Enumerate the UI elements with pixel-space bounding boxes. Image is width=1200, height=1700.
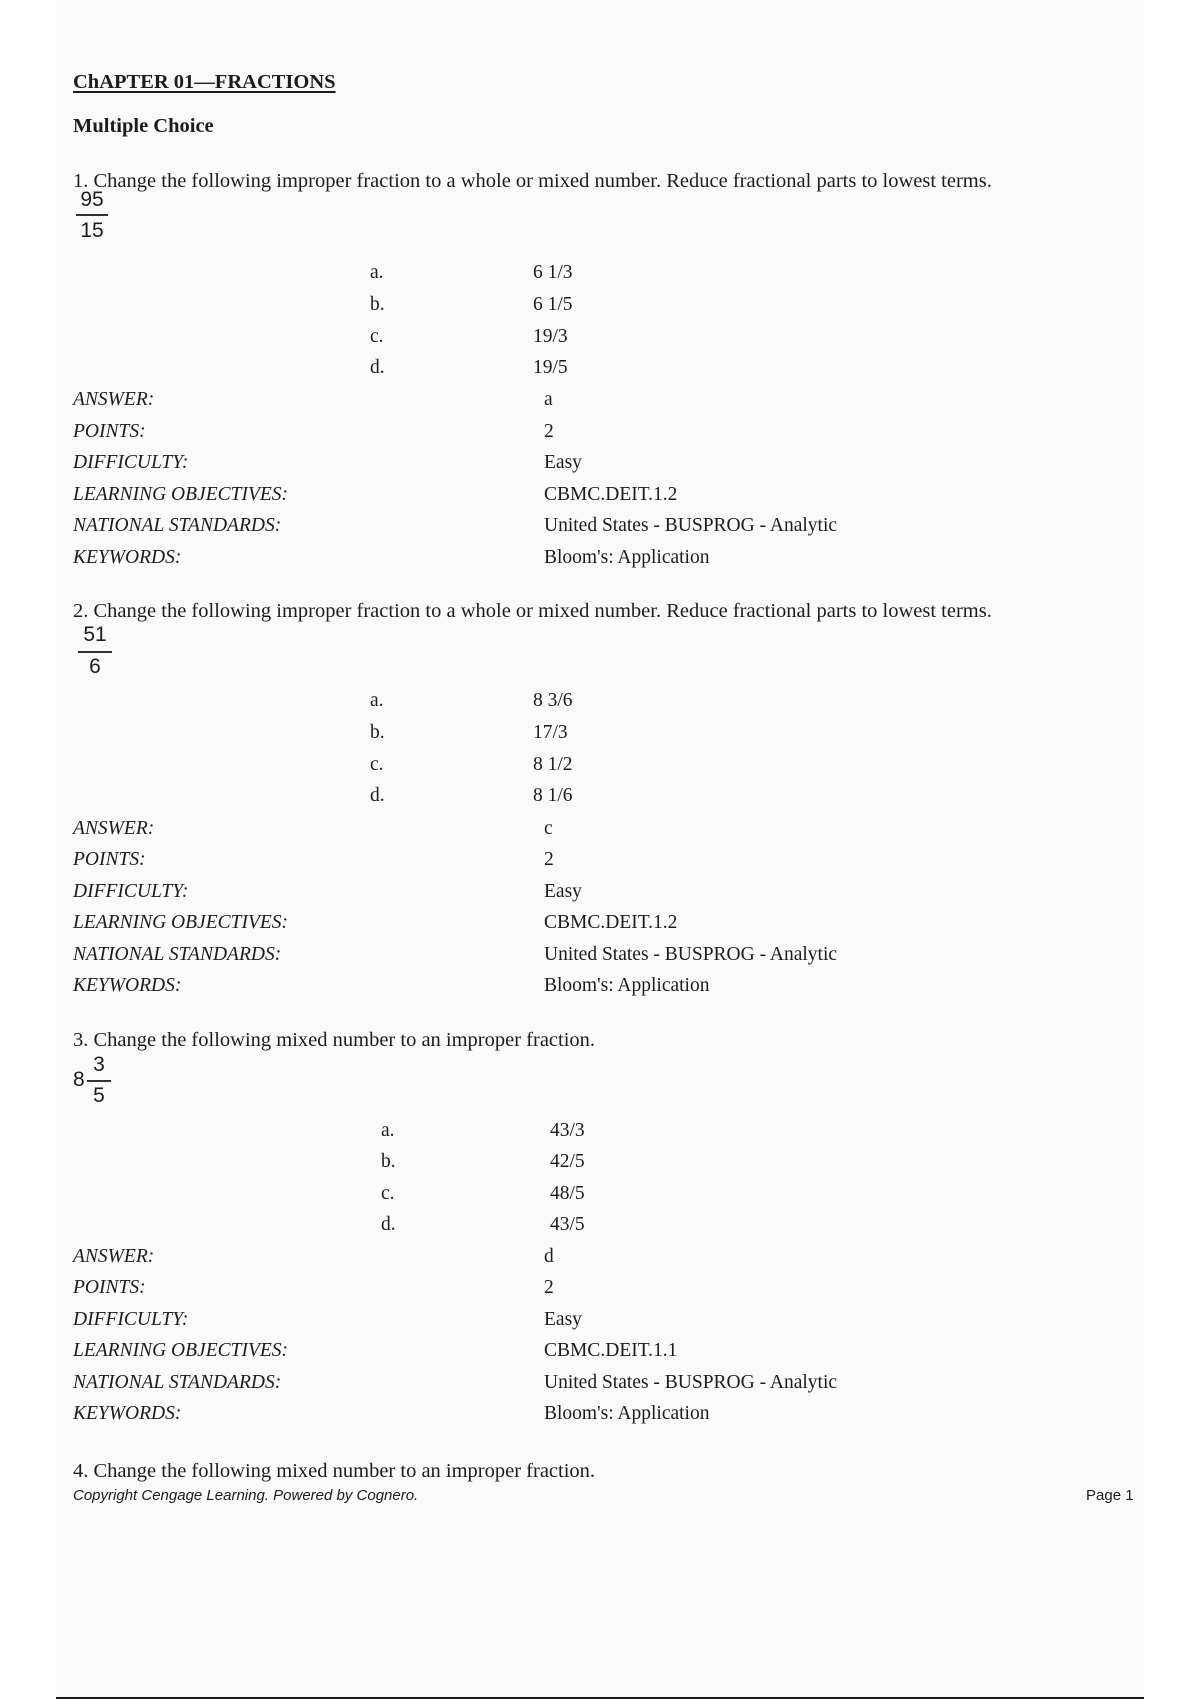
document-page bbox=[56, 0, 1144, 1697]
option-letter: a. bbox=[370, 262, 384, 283]
mixed-number-whole: 8 bbox=[73, 1068, 85, 1091]
answer-label: ANSWER: bbox=[73, 818, 155, 839]
learning-objectives-value: CBMC.DEIT.1.2 bbox=[544, 484, 678, 505]
option-value: 19/3 bbox=[533, 326, 568, 347]
option-value: 8 1/2 bbox=[533, 754, 573, 775]
option-value: 42/5 bbox=[550, 1151, 585, 1172]
option-letter: d. bbox=[370, 357, 385, 378]
difficulty-value: Easy bbox=[544, 452, 582, 473]
fraction-denominator: 15 bbox=[80, 219, 104, 242]
option-letter: b. bbox=[370, 722, 385, 743]
answer-label: ANSWER: bbox=[73, 1246, 155, 1267]
option-value: 43/5 bbox=[550, 1214, 585, 1235]
option-letter: b. bbox=[370, 294, 385, 315]
option-value: 48/5 bbox=[550, 1183, 585, 1204]
keywords-value: Bloom's: Application bbox=[544, 547, 710, 568]
national-standards-value: United States - BUSPROG - Analytic bbox=[544, 515, 838, 536]
page-bottom-rule bbox=[56, 1697, 1144, 1699]
option-letter: a. bbox=[381, 1120, 395, 1141]
keywords-value: Bloom's: Application bbox=[544, 975, 710, 996]
points-label: POINTS: bbox=[73, 1277, 146, 1298]
fraction-denominator: 5 bbox=[93, 1084, 105, 1107]
option-letter: a. bbox=[370, 690, 384, 711]
page-number: Page 1 bbox=[1086, 1487, 1134, 1504]
national-standards-label: NATIONAL STANDARDS: bbox=[73, 944, 282, 965]
answer-value: a bbox=[544, 389, 553, 410]
national-standards-value: United States - BUSPROG - Analytic bbox=[544, 1372, 838, 1393]
fraction-denominator: 6 bbox=[89, 655, 101, 678]
question-stem: 4. Change the following mixed number to an improper fraction. bbox=[73, 1460, 596, 1482]
learning-objectives-value: CBMC.DEIT.1.1 bbox=[544, 1340, 678, 1361]
fraction-numerator: 3 bbox=[93, 1053, 105, 1076]
option-value: 8 3/6 bbox=[533, 690, 573, 711]
fraction-numerator: 51 bbox=[83, 623, 107, 646]
option-letter: d. bbox=[370, 785, 385, 806]
learning-objectives-label: LEARNING OBJECTIVES: bbox=[73, 1340, 289, 1361]
fraction-bar bbox=[87, 1080, 111, 1082]
option-value: 19/5 bbox=[533, 357, 568, 378]
fraction-bar bbox=[78, 651, 112, 653]
national-standards-label: NATIONAL STANDARDS: bbox=[73, 515, 282, 536]
keywords-label: KEYWORDS: bbox=[73, 975, 182, 996]
keywords-label: KEYWORDS: bbox=[73, 1403, 182, 1424]
learning-objectives-value: CBMC.DEIT.1.2 bbox=[544, 912, 678, 933]
option-letter: c. bbox=[370, 754, 384, 775]
fraction-numerator: 95 bbox=[80, 188, 104, 211]
points-value: 2 bbox=[544, 421, 554, 442]
question-stem: 2. Change the following improper fraction to a whole or mixed number. Reduce fractional parts to lowest terms. bbox=[73, 600, 992, 622]
option-letter: c. bbox=[370, 326, 384, 347]
points-value: 2 bbox=[544, 849, 554, 870]
difficulty-value: Easy bbox=[544, 1309, 582, 1330]
difficulty-value: Easy bbox=[544, 881, 582, 902]
option-value: 43/3 bbox=[550, 1120, 585, 1141]
national-standards-value: United States - BUSPROG - Analytic bbox=[544, 944, 838, 965]
chapter-title: ChAPTER 01—FRACTIONS bbox=[73, 71, 336, 93]
difficulty-label: DIFFICULTY: bbox=[73, 452, 189, 473]
section-title: Multiple Choice bbox=[73, 115, 214, 137]
answer-label: ANSWER: bbox=[73, 389, 155, 410]
option-letter: d. bbox=[381, 1214, 396, 1235]
option-value: 17/3 bbox=[533, 722, 568, 743]
answer-value: c bbox=[544, 818, 553, 839]
option-value: 6 1/5 bbox=[533, 294, 573, 315]
points-label: POINTS: bbox=[73, 421, 146, 442]
answer-value: d bbox=[544, 1246, 554, 1267]
national-standards-label: NATIONAL STANDARDS: bbox=[73, 1372, 282, 1393]
question-stem: 1. Change the following improper fraction to a whole or mixed number. Reduce fractional parts to lowest terms. bbox=[73, 170, 992, 192]
keywords-label: KEYWORDS: bbox=[73, 547, 182, 568]
difficulty-label: DIFFICULTY: bbox=[73, 881, 189, 902]
learning-objectives-label: LEARNING OBJECTIVES: bbox=[73, 484, 289, 505]
copyright-notice: Copyright Cengage Learning. Powered by Cognero. bbox=[73, 1487, 419, 1504]
option-value: 8 1/6 bbox=[533, 785, 573, 806]
question-stem: 3. Change the following mixed number to an improper fraction. bbox=[73, 1029, 596, 1051]
learning-objectives-label: LEARNING OBJECTIVES: bbox=[73, 912, 289, 933]
option-value: 6 1/3 bbox=[533, 262, 573, 283]
option-letter: b. bbox=[381, 1151, 396, 1172]
option-letter: c. bbox=[381, 1183, 395, 1204]
difficulty-label: DIFFICULTY: bbox=[73, 1309, 189, 1330]
keywords-value: Bloom's: Application bbox=[544, 1403, 710, 1424]
points-label: POINTS: bbox=[73, 849, 146, 870]
fraction-bar bbox=[76, 214, 108, 216]
points-value: 2 bbox=[544, 1277, 554, 1298]
